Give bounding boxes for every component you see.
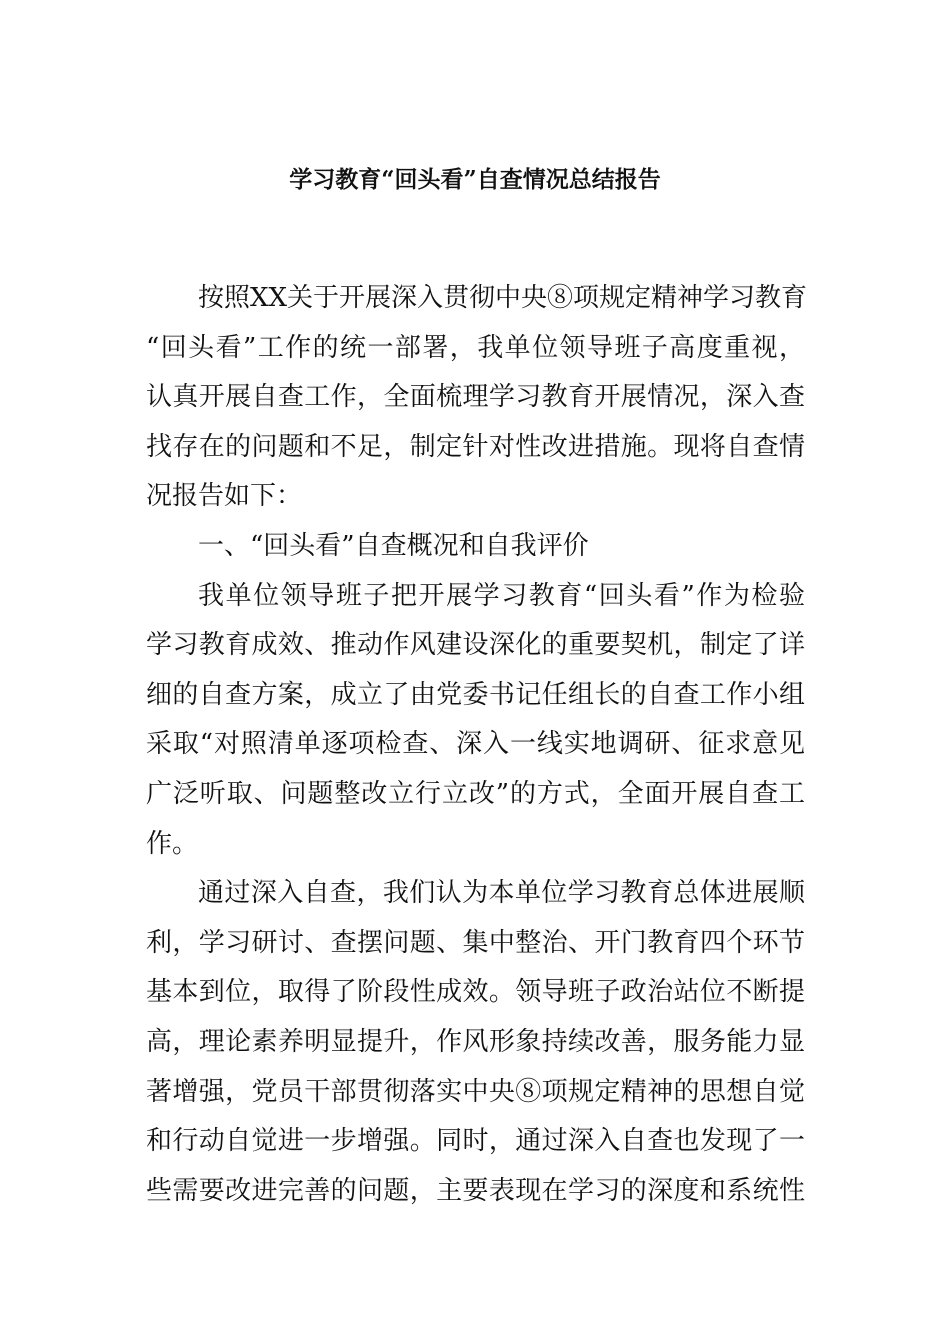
paragraph-line: 细的自查方案，成立了由党委书记任组长的自查工作小组 — [146, 679, 805, 710]
paragraph-line: 我单位领导班子把开展学习教育“回头看”作为检验 — [198, 580, 805, 611]
paragraph-line: 和行动自觉进一步增强。同时，通过深入自查也发现了一 — [146, 1126, 805, 1157]
paragraph-line: 高，理论素养明显提升，作风形象持续改善，服务能力显 — [146, 1026, 805, 1057]
document-body — [146, 278, 808, 1220]
paragraph-line: 采取“对照清单逐项检查、深入一线实地调研、征求意见 — [146, 729, 805, 760]
paragraph-line: 著增强，党员干部贯彻落实中央⑧项规定精神的思想自觉 — [146, 1076, 805, 1107]
document-title: 学习教育“回头看”自查情况总结报告 — [289, 166, 661, 193]
paragraph-line: 基本到位，取得了阶段性成效。领导班子政治站位不断提 — [146, 977, 805, 1008]
paragraph-line: 通过深入自查，我们认为本单位学习教育总体进展顺 — [198, 878, 805, 909]
paragraph-line: 广泛听取、问题整改立行立改”的方式，全面开展自查工 — [146, 778, 805, 809]
paragraph-line: 利，学习研讨、查摆问题、集中整治、开门教育四个环节 — [146, 927, 805, 958]
paragraph-line: 况报告如下： — [146, 481, 303, 512]
paragraph-line: 按照XX关于开展深入贯彻中央⑧项规定精神学习教育 — [198, 283, 808, 313]
paragraph-line: 学习教育成效、推动作风建设深化的重要契机，制定了详 — [146, 630, 805, 661]
paragraph-line: “回头看”工作的统一部署，我单位领导班子高度重视， — [146, 332, 805, 363]
paragraph-line: 作。 — [146, 828, 199, 859]
paragraph-line: 些需要改进完善的问题，主要表现在学习的深度和系统性 — [146, 1175, 805, 1206]
paragraph-line: 找存在的问题和不足，制定针对性改进措施。现将自查情 — [146, 431, 805, 462]
section-heading: 一、“回头看”自查概况和自我评价 — [198, 530, 589, 561]
paragraph-line: 认真开展自查工作，全面梳理学习教育开展情况，深入查 — [146, 382, 805, 413]
